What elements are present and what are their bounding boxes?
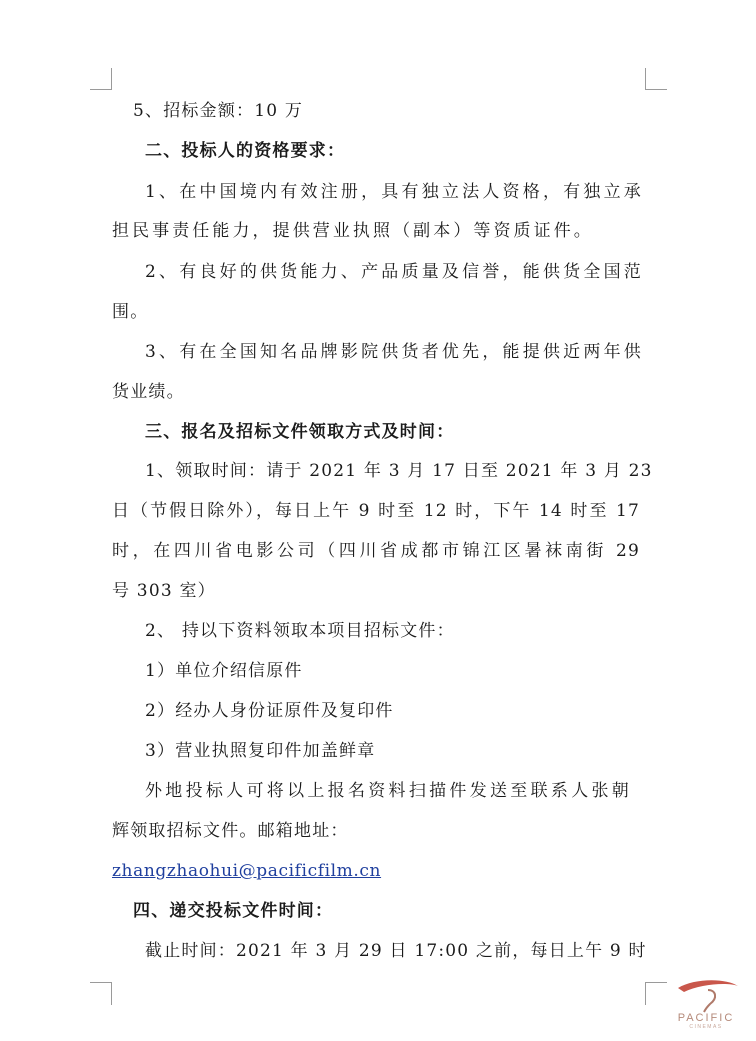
- logo-subtitle: CINEMAS: [689, 1024, 723, 1030]
- pickup-time-line-4: 号 303 室）: [112, 581, 216, 601]
- section-3-heading: 三、报名及招标文件领取方式及时间：: [145, 422, 455, 442]
- bid-amount-line: 5、招标金额：10 万: [133, 101, 304, 121]
- section-4-heading: 四、递交投标文件时间：: [133, 901, 334, 921]
- material-item-3: 3）营业执照复印件加盖鲜章: [145, 741, 376, 761]
- requirement-1-line-2: 担民事责任能力，提供营业执照（副本）等资质证件。: [112, 221, 592, 241]
- pickup-time-line-2: 日（节假日除外），每日上午 9 时至 12 时，下午 14 时至 17: [112, 501, 640, 521]
- deadline-line: 截止时间：2021 年 3 月 29 日 17:00 之前，每日上午 9 时: [145, 941, 647, 961]
- remote-bidder-line-2: 辉领取招标文件。邮箱地址：: [112, 821, 349, 841]
- email-link[interactable]: zhangzhaohui@pacificfilm.cn: [112, 861, 382, 881]
- section-2-heading: 二、投标人的资格要求：: [145, 141, 346, 161]
- logo-wordmark: PACIFIC: [677, 1012, 735, 1024]
- requirement-3-line-1: 3、有在全国知名品牌影院供货者优先，能提供近两年供: [145, 342, 642, 362]
- requirement-2-line-2: 围。: [112, 302, 149, 322]
- requirement-1-line-1: 1、在中国境内有效注册，具有独立法人资格，有独立承: [145, 182, 642, 202]
- material-item-2: 2）经办人身份证原件及复印件: [145, 701, 394, 721]
- pacific-cinemas-logo: [664, 976, 748, 1032]
- remote-bidder-line-1: 外地投标人可将以上报名资料扫描件发送至联系人张朝: [145, 781, 630, 801]
- requirement-3-line-2: 货业绩。: [112, 382, 185, 402]
- material-item-1: 1）单位介绍信原件: [145, 661, 303, 681]
- pickup-time-line-1: 1、领取时间：请于 2021 年 3 月 17 日至 2021 年 3 月 23: [145, 461, 653, 481]
- logo-swoosh-icon: [664, 976, 748, 1016]
- pickup-time-line-3: 时，在四川省电影公司（四川省成都市锦江区暑袜南街 29: [112, 541, 640, 561]
- materials-heading: 2、 持以下资料领取本项目招标文件：: [145, 621, 455, 641]
- requirement-2-line-1: 2、有良好的供货能力、产品质量及信誉，能供货全国范: [145, 262, 642, 282]
